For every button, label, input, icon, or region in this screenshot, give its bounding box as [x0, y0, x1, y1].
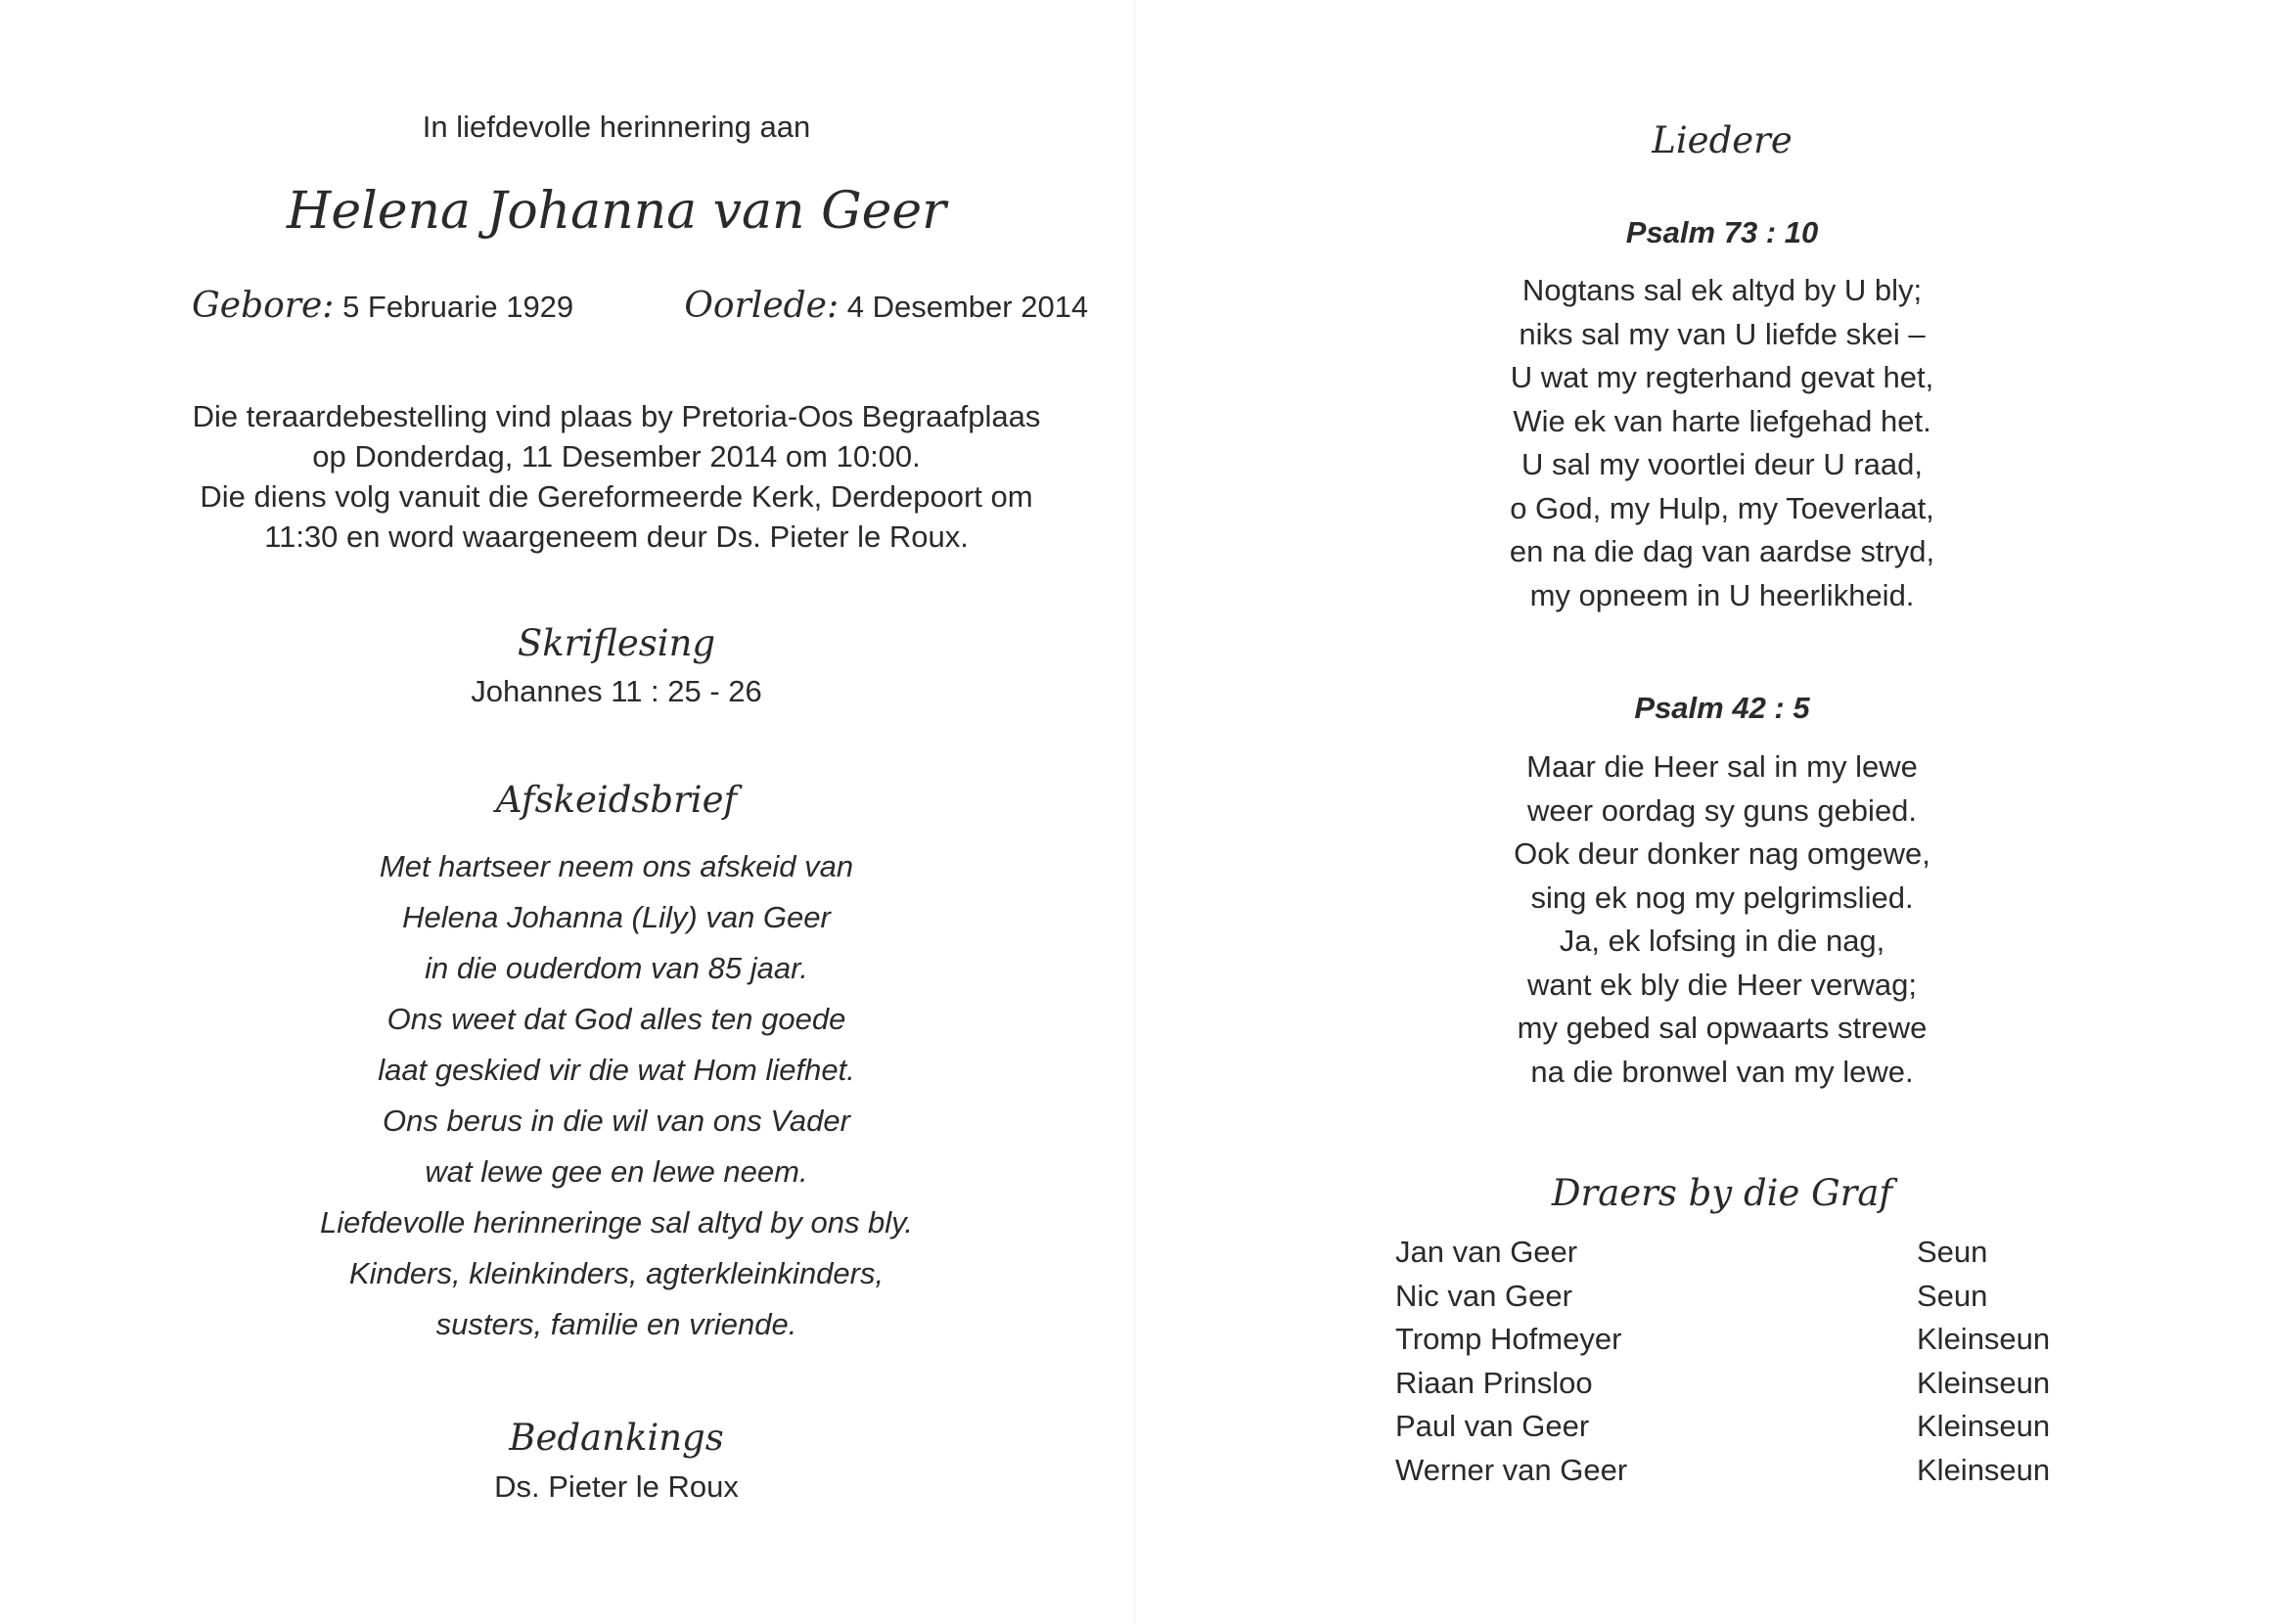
- died-date: 4 Desember 2014: [846, 290, 1089, 324]
- draers-heading: Draers by die Graf: [1551, 1172, 1893, 1214]
- skriflesing-heading: Skriflesing: [517, 622, 716, 664]
- dates-row: [192, 286, 1088, 326]
- bearer-relation: Kleinseun: [1917, 1365, 2051, 1400]
- verse-line: U wat my regterhand gevat het,: [1510, 360, 1934, 394]
- afskeidsbrief-line: susters, familie en vriende.: [435, 1307, 797, 1341]
- burial-line: 11:30 en word waargeneem deur Ds. Pieter le Roux.: [264, 519, 969, 554]
- liedere-heading: Liedere: [1652, 119, 1793, 161]
- afskeidsbrief-line: Met hartseer neem ons afskeid van: [379, 849, 854, 883]
- bearer-row: [1395, 1449, 2050, 1493]
- died-label: Oorlede:: [684, 286, 840, 326]
- bearer-row: [1395, 1275, 2050, 1319]
- psalm-73-verse: [1419, 269, 2025, 617]
- bedankings-text: Ds. Pieter le Roux: [494, 1469, 739, 1504]
- bearer-name: Werner van Geer: [1395, 1452, 1628, 1487]
- afskeidsbrief-line: Liefdevolle herinneringe sal altyd by ons bly.: [319, 1205, 913, 1240]
- verse-line: o God, my Hulp, my Toeverlaat,: [1510, 490, 1934, 525]
- bearer-relation: Seun: [1917, 1235, 1988, 1269]
- bedankings-heading: Bedankings: [509, 1417, 724, 1459]
- bearer-row: [1395, 1405, 2050, 1449]
- psalm-42-verse: [1419, 745, 2025, 1094]
- verse-line: Wie ek van harte liefgehad het.: [1513, 403, 1931, 438]
- verse-line: niks sal my van U liefde skei –: [1519, 316, 1926, 351]
- verse-line: weer oordag sy guns gebied.: [1526, 792, 1918, 828]
- verse-line: na die bronwel van my lewe.: [1530, 1054, 1914, 1089]
- deceased-name: Helena Johanna van Geer: [286, 182, 947, 241]
- psalm-73-title: Psalm 73 : 10: [1625, 215, 1819, 249]
- bearer-name: Jan van Geer: [1395, 1235, 1578, 1269]
- bearer-relation: Kleinseun: [1917, 1452, 2051, 1487]
- bearer-row: [1395, 1231, 2050, 1275]
- bearer-name: Riaan Prinsloo: [1395, 1365, 1593, 1400]
- verse-line: Maar die Heer sal in my lewe: [1526, 749, 1918, 784]
- born-date: 5 Februarie 1929: [342, 290, 574, 324]
- bearer-row: [1395, 1362, 2050, 1406]
- afskeidsbrief-line: laat geskied vir die wat Hom liefhet.: [378, 1053, 855, 1087]
- verse-line: U sal my voortlei deur U raad,: [1521, 447, 1924, 481]
- burial-line: Die teraardebestelling vind plaas by Pretoria-Oos Begraafplaas: [192, 399, 1041, 433]
- skriflesing-text: Johannes 11 : 25 - 26: [471, 674, 762, 708]
- bearer-relation: Kleinseun: [1917, 1322, 2051, 1356]
- intro-text: In liefdevolle herinnering aan: [422, 110, 811, 144]
- afskeidsbrief-line: Kinders, kleinkinders, agterkleinkinders,: [348, 1256, 885, 1290]
- burial-details: [0, 396, 1233, 557]
- born-label: Gebore:: [192, 286, 335, 326]
- bearer-name: Nic van Geer: [1395, 1278, 1572, 1313]
- burial-line: op Donderdag, 11 Desember 2014 om 10:00.: [312, 439, 921, 474]
- verse-line: my gebed sal opwaarts strewe: [1517, 1011, 1928, 1045]
- verse-line: Ja, ek lofsing in die nag,: [1559, 924, 1885, 958]
- afskeidsbrief-line: Ons weet dat God alles ten goede: [386, 1002, 846, 1036]
- verse-line: Nogtans sal ek altyd by U bly;: [1521, 273, 1923, 307]
- afskeidsbrief-line: Ons berus in die wil van ons Vader: [383, 1104, 850, 1138]
- verse-line: Ook deur donker nag omgewe,: [1514, 836, 1930, 871]
- afskeidsbrief-line: in die ouderdom van 85 jaar.: [425, 951, 808, 985]
- verse-line: en na die dag van aardse stryd,: [1509, 534, 1935, 568]
- bearer-relation: Seun: [1917, 1278, 1988, 1313]
- verse-line: my opneem in U heerlikheid.: [1529, 577, 1915, 612]
- burial-line: Die diens volg vanuit die Gereformeerde Kerk, Derdepoort om: [200, 479, 1033, 514]
- bearer-row: [1395, 1318, 2050, 1362]
- bearer-relation: Kleinseun: [1917, 1409, 2051, 1443]
- bearer-name: Paul van Geer: [1395, 1409, 1590, 1443]
- verse-line: want ek bly die Heer verwag;: [1526, 967, 1918, 1002]
- verse-line: sing ek nog my pelgrimslied.: [1530, 880, 1914, 915]
- afskeidsbrief-heading: Afskeidsbrief: [495, 779, 738, 821]
- afskeidsbrief-line: wat lewe gee en lewe neem.: [425, 1154, 808, 1189]
- bearer-name: Tromp Hofmeyer: [1395, 1322, 1622, 1356]
- psalm-42-title: Psalm 42 : 5: [1634, 691, 1810, 725]
- afskeidsbrief-text: [0, 841, 1233, 1350]
- bearers-list: [1395, 1231, 2050, 1492]
- afskeidsbrief-line: Helena Johanna (Lily) van Geer: [402, 900, 831, 934]
